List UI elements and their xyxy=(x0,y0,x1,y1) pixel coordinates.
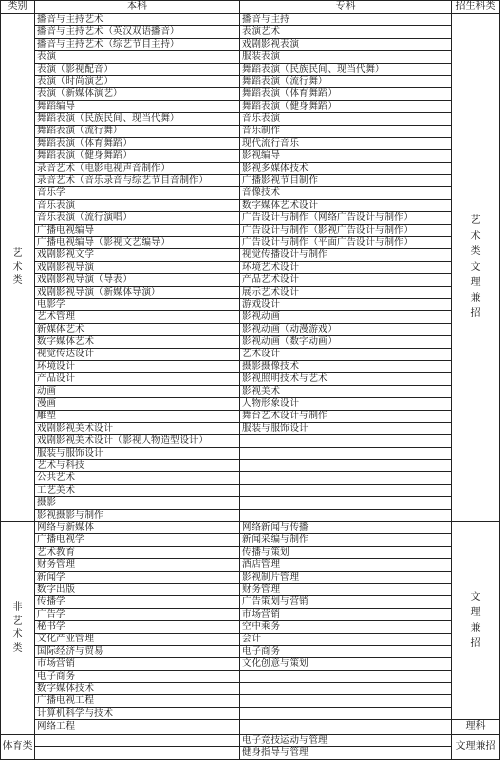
table-row xyxy=(1,695,500,707)
undergraduate-major-cell: 数字出版 xyxy=(35,583,240,595)
table-row xyxy=(1,360,500,372)
table-row xyxy=(1,410,500,422)
junior-college-major-cell: 广告策划与营销 xyxy=(240,596,452,608)
undergraduate-major-cell: 戏剧影视文学 xyxy=(35,249,240,261)
table-row xyxy=(1,398,500,410)
table-row xyxy=(1,298,500,310)
undergraduate-major-cell: 电影学 xyxy=(35,298,240,310)
table-row xyxy=(1,735,500,747)
undergraduate-major-cell: 数字媒体技术 xyxy=(35,683,240,695)
undergraduate-major-cell: 电子商务 xyxy=(35,670,240,682)
undergraduate-major-cell: 表演（新媒体演艺） xyxy=(35,88,240,100)
undergraduate-major-cell: 视觉传达设计 xyxy=(35,348,240,360)
header-admission: 招生科类 xyxy=(452,1,500,14)
undergraduate-major-cell: 广播电视工程 xyxy=(35,695,240,707)
table-row xyxy=(1,435,500,447)
table-row xyxy=(1,212,500,224)
junior-college-major-cell: 影视多媒体技术 xyxy=(240,162,452,174)
undergraduate-major-cell: 播音与主持艺术（英汉双语播音） xyxy=(35,26,240,38)
junior-college-major-cell: 现代流行音乐 xyxy=(240,137,452,149)
table-row xyxy=(1,88,500,100)
undergraduate-major-cell: 漫画 xyxy=(35,398,240,410)
table-row xyxy=(1,26,500,38)
header-junior-college: 专科 xyxy=(240,1,452,14)
table-row xyxy=(1,14,500,26)
junior-college-major-cell: 电子商务 xyxy=(240,645,452,657)
junior-college-major-cell: 表演艺术 xyxy=(240,26,452,38)
undergraduate-major-cell: 国际经济与贸易 xyxy=(35,645,240,657)
table-row xyxy=(1,385,500,397)
undergraduate-major-cell: 舞蹈表演（健身舞蹈） xyxy=(35,150,240,162)
junior-college-major-cell: 影视动画（数字动画） xyxy=(240,336,452,348)
undergraduate-major-cell: 服装与服饰设计 xyxy=(35,447,240,459)
undergraduate-major-cell: 市场营销 xyxy=(35,658,240,670)
admission-type-cell xyxy=(452,522,500,720)
junior-college-major-cell: 服装表演 xyxy=(240,51,452,63)
table-row xyxy=(1,621,500,633)
junior-college-major-cell: 数字媒体艺术设计 xyxy=(240,199,452,211)
undergraduate-major-cell: 雕塑 xyxy=(35,410,240,422)
junior-college-major-cell: 酒店管理 xyxy=(240,559,452,571)
undergraduate-major-cell: 产品设计 xyxy=(35,373,240,385)
admission-type-cell: 文理兼招 xyxy=(452,735,500,760)
undergraduate-major-cell: 财务管理 xyxy=(35,559,240,571)
junior-college-major-cell xyxy=(240,683,452,695)
undergraduate-major-cell: 传播学 xyxy=(35,596,240,608)
undergraduate-major-cell: 新闻学 xyxy=(35,571,240,583)
undergraduate-major-cell: 表演 xyxy=(35,51,240,63)
junior-college-major-cell: 文化创意与策划 xyxy=(240,658,452,670)
junior-college-major-cell xyxy=(240,472,452,484)
undergraduate-major-cell: 动画 xyxy=(35,385,240,397)
undergraduate-major-cell: 计算机科学与技术 xyxy=(35,707,240,719)
undergraduate-major-cell: 数字媒体艺术 xyxy=(35,336,240,348)
undergraduate-major-cell: 秘书学 xyxy=(35,621,240,633)
undergraduate-major-cell: 戏剧影视导演（新媒体导演） xyxy=(35,286,240,298)
table-row xyxy=(1,150,500,162)
undergraduate-major-cell: 录音艺术（音乐录音与综艺节目音制作） xyxy=(35,175,240,187)
undergraduate-major-cell: 播音与主持艺术 xyxy=(35,14,240,26)
table-row xyxy=(1,707,500,719)
junior-college-major-cell: 舞蹈表演（体育舞蹈） xyxy=(240,88,452,100)
table-row xyxy=(1,583,500,595)
junior-college-major-cell: 影视美术 xyxy=(240,385,452,397)
junior-college-major-cell: 产品艺术设计 xyxy=(240,274,452,286)
header-category: 类别 xyxy=(1,1,35,14)
junior-college-major-cell xyxy=(240,447,452,459)
undergraduate-major-cell: 广播电视编导（影视文艺编导） xyxy=(35,237,240,249)
table-row xyxy=(1,348,500,360)
undergraduate-major-cell: 戏剧影视美术设计 xyxy=(35,422,240,434)
undergraduate-major-cell: 文化产业管理 xyxy=(35,633,240,645)
undergraduate-major-cell: 音乐表演 xyxy=(35,199,240,211)
table-row xyxy=(1,261,500,273)
table-row xyxy=(1,546,500,558)
undergraduate-major-cell: 广播电视编导 xyxy=(35,224,240,236)
table-row xyxy=(1,608,500,620)
table-row xyxy=(1,534,500,546)
table-row xyxy=(1,311,500,323)
table-row xyxy=(1,571,500,583)
junior-college-major-cell xyxy=(240,707,452,719)
junior-college-major-cell: 网络新闻与传播 xyxy=(240,522,452,534)
table-row xyxy=(1,559,500,571)
vertical-label: 艺术类 xyxy=(12,248,23,287)
table-row xyxy=(1,522,500,534)
undergraduate-major-cell: 录音艺术（电影电视声音制作） xyxy=(35,162,240,174)
undergraduate-major-cell: 工艺美术 xyxy=(35,484,240,496)
junior-college-major-cell: 广播影视节目制作 xyxy=(240,175,452,187)
table-row xyxy=(1,683,500,695)
undergraduate-major-cell: 广播电视学 xyxy=(35,534,240,546)
junior-college-major-cell: 舞台艺术设计与制作 xyxy=(240,410,452,422)
junior-college-major-cell xyxy=(240,720,452,735)
junior-college-major-cell xyxy=(240,695,452,707)
junior-college-major-cell: 游戏设计 xyxy=(240,298,452,310)
undergraduate-major-cell: 舞蹈表演（体育舞蹈） xyxy=(35,137,240,149)
undergraduate-major-cell: 表演（影视配音） xyxy=(35,63,240,75)
undergraduate-major-cell: 戏剧影视美术设计（影视人物造型设计） xyxy=(35,435,240,447)
undergraduate-major-cell: 音乐表演（流行演唱） xyxy=(35,212,240,224)
undergraduate-major-cell: 舞蹈编导 xyxy=(35,100,240,112)
undergraduate-major-cell: 舞蹈表演（流行舞） xyxy=(35,125,240,137)
table-row xyxy=(1,670,500,682)
vertical-label: 艺术类文理兼招 xyxy=(470,215,481,320)
undergraduate-major-cell: 网络与新媒体 xyxy=(35,522,240,534)
junior-college-major-cell xyxy=(240,509,452,521)
undergraduate-major-cell: 摄影 xyxy=(35,497,240,509)
junior-college-major-cell: 舞蹈表演（民族民间、现当代舞） xyxy=(240,63,452,75)
undergraduate-major-cell: 表演（时尚演艺） xyxy=(35,75,240,87)
table-row xyxy=(1,422,500,434)
undergraduate-major-cell: 环境设计 xyxy=(35,360,240,372)
undergraduate-major-cell: 艺术与科技 xyxy=(35,460,240,472)
junior-college-major-cell: 广告设计与制作（影视广告设计与制作） xyxy=(240,224,452,236)
junior-college-major-cell: 戏剧影视表演 xyxy=(240,38,452,50)
undergraduate-major-cell: 舞蹈表演（民族民间、现当代舞） xyxy=(35,113,240,125)
junior-college-major-cell: 人物形象设计 xyxy=(240,398,452,410)
table-row xyxy=(1,645,500,657)
junior-college-major-cell: 展示艺术设计 xyxy=(240,286,452,298)
table-row xyxy=(1,63,500,75)
undergraduate-major-cell xyxy=(35,747,240,760)
table-row xyxy=(1,658,500,670)
table-row xyxy=(1,175,500,187)
category-cell xyxy=(1,522,35,735)
table-row xyxy=(1,323,500,335)
category-cell: 体育类 xyxy=(1,735,35,760)
junior-college-major-cell: 播音与主持 xyxy=(240,14,452,26)
junior-college-major-cell: 视觉传播设计与制作 xyxy=(240,249,452,261)
junior-college-major-cell: 环境艺术设计 xyxy=(240,261,452,273)
category-cell xyxy=(1,14,35,522)
junior-college-major-cell: 广告设计与制作（网络广告设计与制作） xyxy=(240,212,452,224)
undergraduate-major-cell: 公共艺术 xyxy=(35,472,240,484)
table-row xyxy=(1,249,500,261)
table-row xyxy=(1,373,500,385)
undergraduate-major-cell: 播音与主持艺术（综艺节目主持） xyxy=(35,38,240,50)
undergraduate-major-cell: 网络工程 xyxy=(35,720,240,735)
junior-college-major-cell: 广告设计与制作（平面广告设计与制作） xyxy=(240,237,452,249)
table-row xyxy=(1,286,500,298)
table-row xyxy=(1,113,500,125)
table-row xyxy=(1,472,500,484)
undergraduate-major-cell: 音乐学 xyxy=(35,187,240,199)
vertical-label: 文理兼招 xyxy=(470,591,481,650)
table-row xyxy=(1,38,500,50)
table-row xyxy=(1,720,500,735)
table-row xyxy=(1,460,500,472)
table-row xyxy=(1,51,500,63)
undergraduate-major-cell: 戏剧影视导演（导表） xyxy=(35,274,240,286)
junior-college-major-cell: 舞蹈表演（健身舞蹈） xyxy=(240,100,452,112)
table-body xyxy=(1,14,500,760)
junior-college-major-cell: 影视编导 xyxy=(240,150,452,162)
table-row xyxy=(1,633,500,645)
undergraduate-major-cell: 艺术教育 xyxy=(35,546,240,558)
junior-college-major-cell xyxy=(240,484,452,496)
undergraduate-major-cell: 新媒体艺术 xyxy=(35,323,240,335)
admission-type-cell: 理科 xyxy=(452,720,500,735)
junior-college-major-cell: 艺术设计 xyxy=(240,348,452,360)
junior-college-major-cell: 电子竞技运动与管理 xyxy=(240,735,452,747)
junior-college-major-cell: 健身指导与管理 xyxy=(240,747,452,760)
header-undergraduate: 本科 xyxy=(35,1,240,14)
junior-college-major-cell: 传播与策划 xyxy=(240,546,452,558)
junior-college-major-cell: 音乐表演 xyxy=(240,113,452,125)
undergraduate-major-cell: 广告学 xyxy=(35,608,240,620)
table-row xyxy=(1,336,500,348)
table-row xyxy=(1,509,500,521)
table-row xyxy=(1,747,500,760)
junior-college-major-cell xyxy=(240,460,452,472)
junior-college-major-cell: 影视动画（动漫游戏） xyxy=(240,323,452,335)
undergraduate-major-cell: 戏剧影视导演 xyxy=(35,261,240,273)
junior-college-major-cell xyxy=(240,670,452,682)
junior-college-major-cell: 财务管理 xyxy=(240,583,452,595)
junior-college-major-cell: 会计 xyxy=(240,633,452,645)
junior-college-major-cell: 影视动画 xyxy=(240,311,452,323)
junior-college-major-cell: 影视制片管理 xyxy=(240,571,452,583)
table-row xyxy=(1,100,500,112)
table-row xyxy=(1,497,500,509)
junior-college-major-cell: 影视照明技术与艺术 xyxy=(240,373,452,385)
table-row xyxy=(1,75,500,87)
table-row xyxy=(1,484,500,496)
undergraduate-major-cell: 影视摄影与制作 xyxy=(35,509,240,521)
table-row xyxy=(1,162,500,174)
junior-college-major-cell: 新闻采编与制作 xyxy=(240,534,452,546)
junior-college-major-cell: 市场营销 xyxy=(240,608,452,620)
header-row xyxy=(1,1,500,14)
table-row xyxy=(1,274,500,286)
junior-college-major-cell: 服装与服饰设计 xyxy=(240,422,452,434)
junior-college-major-cell: 摄影摄像技术 xyxy=(240,360,452,372)
junior-college-major-cell: 空中乘务 xyxy=(240,621,452,633)
table-row xyxy=(1,199,500,211)
table-row xyxy=(1,137,500,149)
table-row xyxy=(1,125,500,137)
table-row xyxy=(1,224,500,236)
junior-college-major-cell: 音像技术 xyxy=(240,187,452,199)
junior-college-major-cell xyxy=(240,435,452,447)
admission-type-cell xyxy=(452,14,500,522)
table-row xyxy=(1,187,500,199)
undergraduate-major-cell xyxy=(35,735,240,747)
junior-college-major-cell: 舞蹈表演（流行舞） xyxy=(240,75,452,87)
table-row xyxy=(1,447,500,459)
junior-college-major-cell xyxy=(240,497,452,509)
junior-college-major-cell: 音乐制作 xyxy=(240,125,452,137)
table-row xyxy=(1,237,500,249)
undergraduate-major-cell: 艺术管理 xyxy=(35,311,240,323)
table-row xyxy=(1,596,500,608)
vertical-label: 非艺术类 xyxy=(12,602,23,654)
